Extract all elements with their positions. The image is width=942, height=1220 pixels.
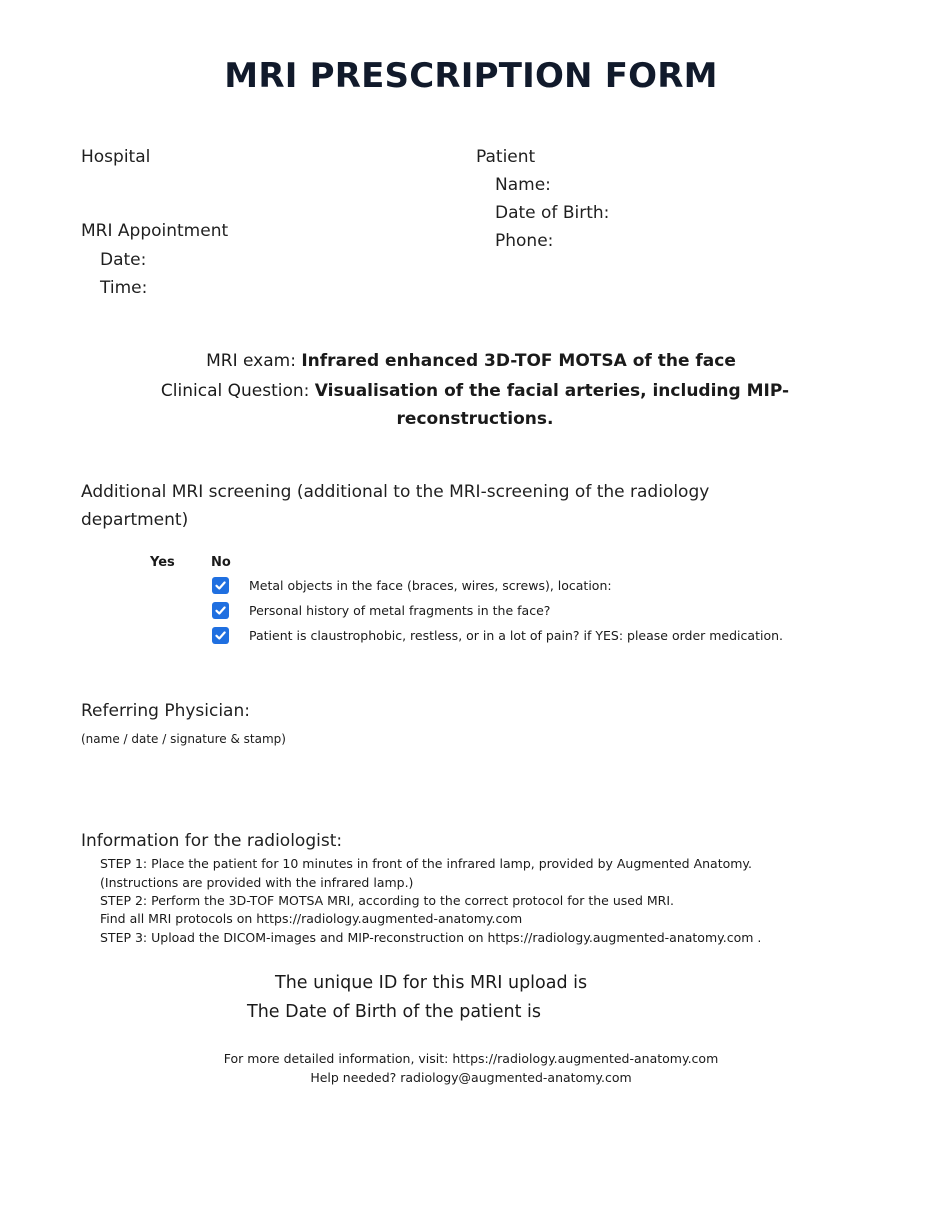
patient-dob-line: The Date of Birth of the patient is: [247, 1002, 542, 1022]
screening-heading-line1: Additional MRI screening (additional to the MRI-screening of the radiology: [81, 482, 710, 502]
checkmark-icon: [214, 629, 227, 642]
mri-exam-value: Infrared enhanced 3D-TOF MOTSA of the face: [301, 351, 736, 371]
footer-help-line: Help needed? radiology@augmented-anatomy.com: [310, 1070, 632, 1085]
radiologist-info-heading: Information for the radiologist:: [81, 831, 343, 851]
patient-name-label: Name:: [495, 175, 551, 195]
appointment-heading: MRI Appointment: [81, 221, 229, 241]
no-checkbox[interactable]: [212, 577, 229, 594]
patient-heading: Patient: [476, 147, 536, 167]
patient-phone-label: Phone:: [495, 231, 554, 251]
referring-physician-subtext: (name / date / signature & stamp): [81, 732, 286, 746]
yes-column-header: Yes: [150, 555, 175, 570]
no-checkbox[interactable]: [212, 627, 229, 644]
hospital-label: Hospital: [81, 147, 151, 167]
clinical-question-value: Visualisation of the facial arteries, including MIP-reconstructions.: [314, 381, 790, 429]
referring-physician-heading: Referring Physician:: [81, 701, 250, 721]
upload-id-line: The unique ID for this MRI upload is: [275, 973, 588, 993]
screening-item-text: Patient is claustrophobic, restless, or in a lot of pain? if YES: please order medication.: [249, 628, 783, 643]
no-column-header: No: [211, 555, 231, 570]
footer-info-line: For more detailed information, visit: https://radiology.augmented-anatomy.com: [223, 1051, 719, 1066]
radiologist-step-line: STEP 2: Perform the 3D-TOF MOTSA MRI, according to the correct protocol for the used MRI.: [100, 893, 675, 908]
appointment-time-label: Time:: [100, 278, 148, 298]
checkmark-icon: [214, 579, 227, 592]
clinical-question: [120, 377, 830, 433]
page-title: MRI PRESCRIPTION FORM: [224, 56, 718, 96]
radiologist-step-line: (Instructions are provided with the infrared lamp.): [100, 875, 414, 890]
no-checkbox[interactable]: [212, 602, 229, 619]
screening-item-text: Metal objects in the face (braces, wires, screws), location:: [249, 578, 612, 593]
screening-heading-line2: department): [81, 510, 189, 530]
radiologist-step-line: STEP 3: Upload the DICOM-images and MIP-reconstruction on https://radiology.augmented-anatomy.com .: [100, 930, 762, 945]
clinical-question-label: Clinical Question:: [160, 381, 315, 401]
checkmark-icon: [214, 604, 227, 617]
screening-item-text: Personal history of metal fragments in the face?: [249, 603, 551, 618]
radiologist-step-line: Find all MRI protocols on https://radiology.augmented-anatomy.com: [100, 911, 523, 926]
mri-exam-label: MRI exam:: [206, 351, 302, 371]
mri-exam-line: [0, 351, 942, 371]
radiologist-step-line: STEP 1: Place the patient for 10 minutes in front of the infrared lamp, provided by Augmented Anatomy.: [100, 856, 753, 871]
appointment-date-label: Date:: [100, 250, 147, 270]
patient-dob-label: Date of Birth:: [495, 203, 610, 223]
